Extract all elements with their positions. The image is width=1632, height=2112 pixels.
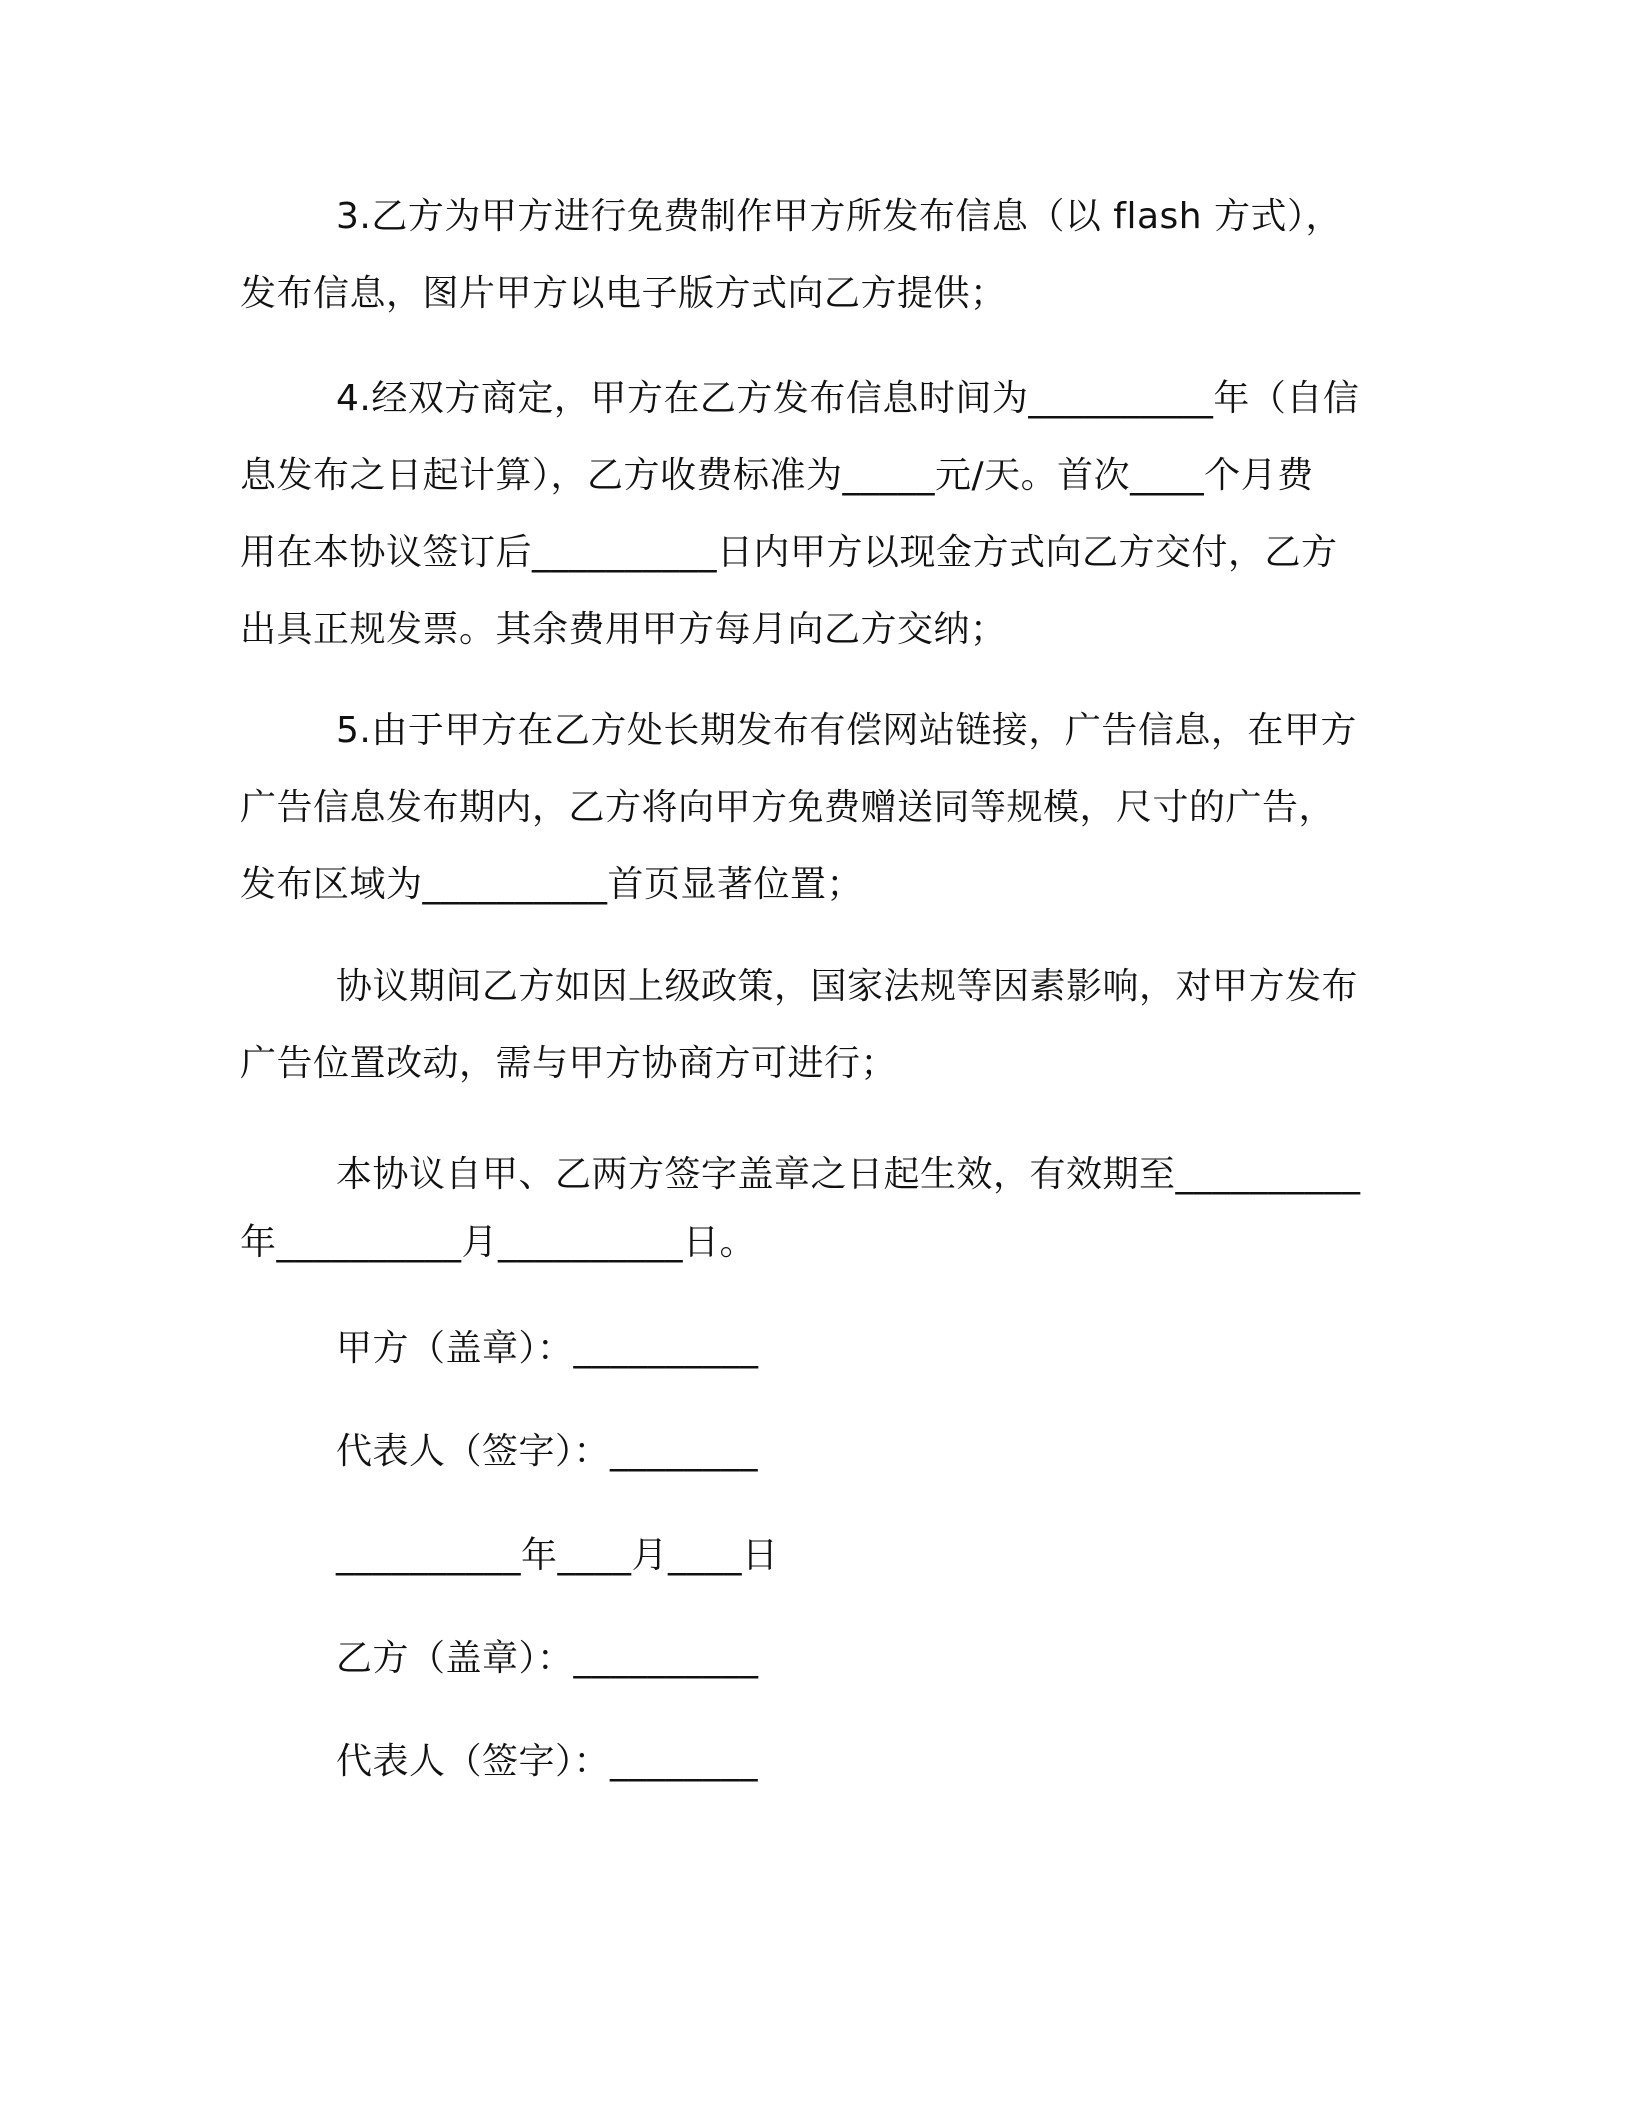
clause-5-line-1: 5.由于甲方在乙方处长期发布有偿网站链接，广告信息，在甲方 xyxy=(336,710,1357,751)
party-a-representative-line: 代表人（签字）：________ xyxy=(336,1431,759,1472)
clause-4-line-1: 4.经双方商定，甲方在乙方发布信息时间为__________年（自信 xyxy=(336,378,1360,419)
clause-5 xyxy=(240,692,1380,923)
clause-4-line-3: 用在本协议签订后__________日内甲方以现金方式向乙方交付，乙方 xyxy=(240,532,1338,573)
clause-3-line-2: 发布信息，图片甲方以电子版方式向乙方提供； xyxy=(240,273,1007,314)
clause-validity-line-1: 本协议自甲、乙两方签字盖章之日起生效，有效期至__________ xyxy=(336,1154,1361,1195)
clause-3 xyxy=(240,178,1380,332)
clause-validity-line-2: 年__________月__________日。 xyxy=(240,1222,757,1263)
clause-4-line-4: 出具正规发票。其余费用甲方每月向乙方交纳； xyxy=(240,609,1007,650)
party-a-seal-line: 甲方（盖章）：__________ xyxy=(336,1328,759,1369)
clause-validity xyxy=(240,1136,1380,1273)
clause-amendment-line-1: 协议期间乙方如因上级政策，国家法规等因素影响，对甲方发布 xyxy=(336,966,1359,1007)
party-b-seal-line: 乙方（盖章）：__________ xyxy=(336,1638,759,1679)
clause-amendment xyxy=(240,948,1380,1102)
party-b-representative-line: 代表人（签字）：________ xyxy=(336,1741,759,1782)
clause-5-line-3: 发布区域为__________首页显著位置； xyxy=(240,864,864,905)
signing-date-line: __________年____月____日 xyxy=(336,1535,779,1576)
clause-amendment-line-2: 广告位置改动，需与甲方协商方可进行； xyxy=(240,1043,898,1084)
clause-3-line-1: 3.乙方为甲方进行免费制作甲方所发布信息（以 flash 方式）， xyxy=(336,196,1343,237)
clause-5-line-2: 广告信息发布期内，乙方将向甲方免费赠送同等规模，尺寸的广告， xyxy=(240,787,1336,828)
clause-4-line-2: 息发布之日起计算），乙方收费标准为_____元/天。首次____个月费 xyxy=(240,455,1314,496)
clause-4 xyxy=(240,360,1380,668)
